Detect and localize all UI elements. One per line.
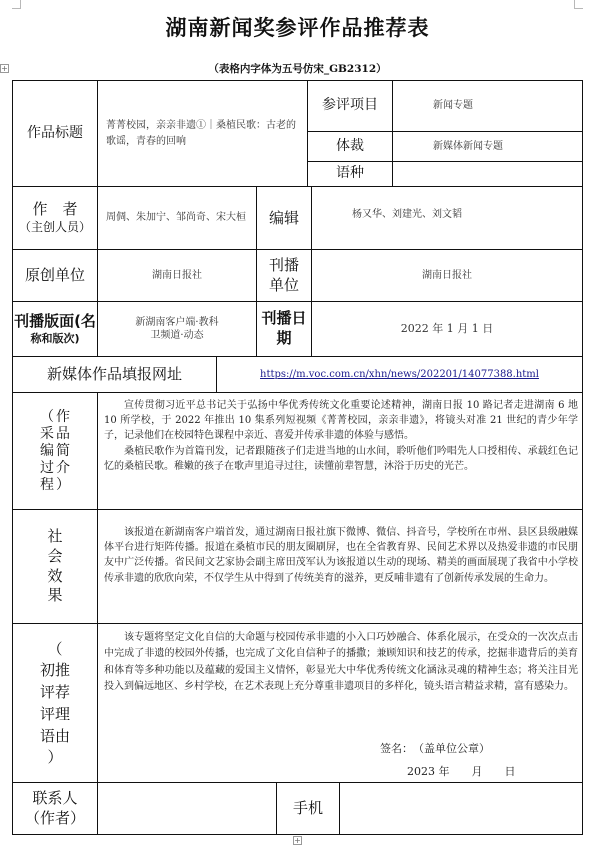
work-title-label: 作品标题 — [12, 80, 98, 187]
recommendation-text[interactable]: 该专题将坚定文化自信的大命题与校园传承非遗的小入口巧妙融合、体系化展示，在受众的一次次点击中完成了非遗的校园外传播，也完成了文化自信种子的播撒；兼顾知识和技艺的传承，挖掘非遗背后的美育和体育等多种功能以及蕴藏的爱国主义情怀，彰显光大中华优秀传统文化涵泳灵魂的精神生态；将关注目光投入到偏远地区、乡村学校，在艺术表现上充分尊重非遗项目的多样化，镜头语言精益求精，富有感染力。 — [104, 632, 578, 692]
category-label: 参评项目 — [307, 80, 393, 132]
table-resize-handle-icon[interactable]: + — [294, 836, 301, 845]
author-label: 作 者 （主创人员） — [12, 186, 98, 250]
url-cell — [216, 356, 583, 393]
phone-value[interactable] — [339, 782, 583, 835]
social-effect-label: 社 会 效 果 — [12, 509, 98, 624]
publish-page-label: 刊播版面(名 称和版次) — [12, 301, 98, 357]
editor-value[interactable]: 杨又华、刘建光、刘文韬 — [311, 186, 583, 250]
contact-value[interactable] — [97, 782, 277, 835]
recommendation-label: （ 初推 评荐 评理 语由 ） — [12, 623, 98, 783]
origin-unit-value[interactable]: 湖南日报社 — [97, 249, 257, 302]
origin-unit-label: 原创单位 — [12, 249, 98, 302]
author-value[interactable]: 周倜、朱加宁、邹尚奇、宋大桓 — [97, 186, 257, 250]
publish-date-value[interactable]: 2022 年 1 月 1 日 — [311, 301, 583, 357]
publish-date-label: 刊播日 期 — [256, 301, 312, 357]
signature-line: 签名： （盖单位公章） — [380, 742, 490, 755]
publish-unit-label: 刊播 单位 — [256, 249, 312, 302]
intro-paragraph-1: 宣传贯彻习近平总书记关于弘扬中华优秀传统文化重要论述精神，湖南日报 10 路记者走进湖南 6 地 10 所学校，于 2022 年推出 10 集系列短视频《菁菁校园，亲亲非遗》，将镜头对准 21 世纪的青少年学子，记录他们在校园特色课程中亲近、喜爱并传承非遗的体验与感悟。 — [104, 400, 578, 442]
intro-text[interactable] — [104, 398, 578, 474]
language-value[interactable] — [392, 161, 583, 187]
publish-page-value[interactable]: 新湖南客户端·教科 卫频道·动态 — [97, 301, 257, 357]
page-title: 湖南新闻奖参评作品推荐表 — [165, 16, 430, 40]
url-label: 新媒体作品填报网址 — [12, 356, 217, 393]
publish-unit-value[interactable]: 湖南日报社 — [311, 249, 583, 302]
intro-label: （ 采 编 过 程 作 品 简 介 ） — [12, 392, 98, 510]
phone-label: 手机 — [276, 782, 340, 835]
work-title-value[interactable]: 菁菁校园，亲亲非遗①｜桑植民歌：古老的歌谣，青春的回响 — [97, 80, 308, 187]
table-handle-plus-icon[interactable]: + — [1, 64, 8, 73]
signature-date: 2023 年 月 日 — [407, 765, 516, 778]
genre-label: 体裁 — [307, 131, 393, 162]
corner-mark-top-right — [574, 0, 583, 9]
editor-label: 编辑 — [256, 186, 312, 250]
corner-mark-top-left — [12, 0, 21, 9]
category-value[interactable]: 新闻专题 — [392, 80, 583, 132]
url-link[interactable]: https://m.voc.com.cn/xhn/news/202201/14077388.html — [260, 369, 539, 380]
intro-paragraph-2: 桑植民歌作为首篇刊发，记者跟随孩子们走进当地的山水间，聆听他们吟唱先人口授相传、承载红色记忆的桑植民歌。稚嫩的孩子在歌声里追寻过往，读懂前辈智慧，沐浴于历史的光芒。 — [104, 445, 578, 472]
language-label: 语种 — [307, 161, 393, 187]
contact-label: 联系人 （作者） — [12, 782, 98, 835]
genre-value[interactable]: 新媒体新闻专题 — [392, 131, 583, 162]
page-subtitle: （表格内字体为五号仿宋_GB2312） — [208, 63, 387, 75]
social-effect-text[interactable]: 该报道在新湖南客户端首发，通过湖南日报社旗下微博、微信、抖音号，学校所在市州、县区县级融媒体平台进行矩阵传播。报道在桑植市民的朋友圈刷屏，也在全省教育界、民间艺术界以及热爱非遗的市民朋友中广泛传播。省民间文艺家协会副主席田茂军认为该报道以生动的现场、精美的画面展现了我省中小学校传承非遗的欣欣向荣，不仅学生从中得到了传统美育的滋养，更反哺非遗有了创新传承发展的生命力。 — [104, 527, 578, 584]
